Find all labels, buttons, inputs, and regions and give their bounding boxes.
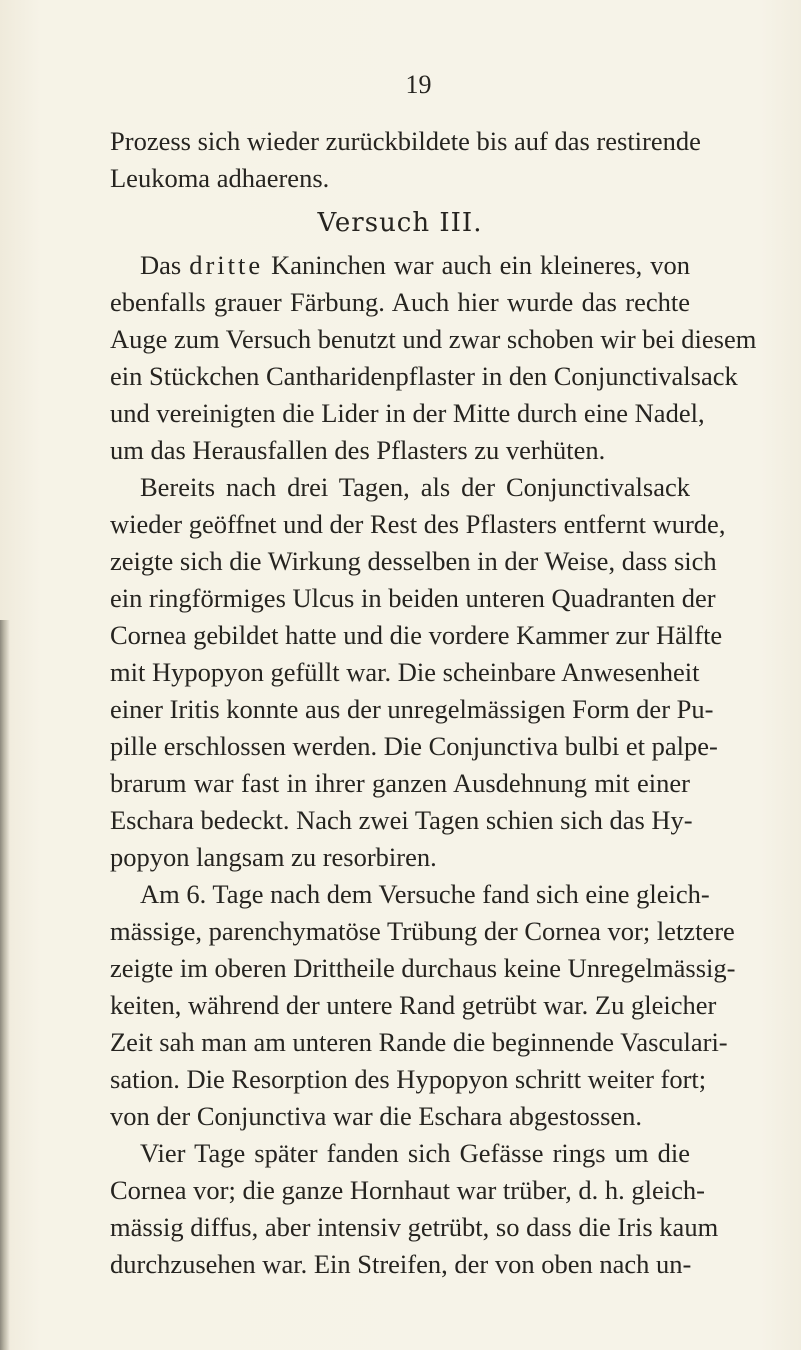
binding-edge-shadow bbox=[0, 620, 10, 1350]
text-line: sation. Die Resorption des Hypopyon schritt weiter fort; bbox=[110, 1064, 707, 1094]
text-line: Cornea vor; die ganze Hornhaut war trüber, d. h. gleich- bbox=[110, 1175, 705, 1205]
text-line: von der Conjunctiva war die Eschara abgestossen. bbox=[110, 1101, 643, 1131]
text-line bbox=[110, 247, 690, 284]
text-line: Auge zum Versuch benutzt und zwar schoben wir bei diesem bbox=[110, 324, 757, 354]
text-line: keiten, während der untere Rand getrübt war. Zu gleicher bbox=[110, 990, 717, 1020]
text-line: Prozess sich wieder zurückbildete bis auf das restirende bbox=[110, 126, 701, 156]
text-line: ein Stückchen Cantharidenpflaster in den Conjunctivalsack bbox=[110, 361, 738, 391]
page-body bbox=[110, 123, 757, 1283]
text-line: ebenfalls grauer Färbung. Auch hier wurde das rechte bbox=[110, 287, 690, 317]
paragraph bbox=[110, 469, 726, 876]
text-line: wieder geöffnet und der Rest des Pflasters entfernt wurde, bbox=[110, 509, 726, 539]
paragraph bbox=[110, 1135, 719, 1283]
text-span: Kaninchen war auch ein kleineres, von bbox=[263, 250, 690, 280]
paragraph-continued bbox=[110, 123, 701, 197]
text-line: Leukoma adhaerens. bbox=[110, 163, 330, 193]
text-line: und vereinigten die Lider in der Mitte durch eine Nadel, bbox=[110, 398, 705, 428]
page-number: 19 bbox=[405, 70, 432, 99]
text-span: Das bbox=[140, 250, 190, 280]
emphasized-word: dritte bbox=[189, 250, 264, 280]
paragraph bbox=[110, 876, 736, 1135]
text-line: Cornea gebildet hatte und die vordere Kammer zur Hälfte bbox=[110, 620, 723, 650]
text-line: durchzusehen war. Ein Streifen, der von oben nach un- bbox=[110, 1249, 692, 1279]
text-line: einer Iritis konnte aus der unregelmässigen Form der Pu- bbox=[110, 694, 714, 724]
text-line: um das Herausfallen des Pflasters zu verhüten. bbox=[110, 435, 606, 465]
text-line: mässig diffus, aber intensiv getrübt, so dass die Iris kaum bbox=[110, 1212, 719, 1242]
text-line: pille erschlossen werden. Die Conjunctiva bulbi et palpe- bbox=[110, 731, 718, 761]
section-heading: Versuch III. bbox=[317, 208, 483, 238]
text-line: Bereits nach drei Tagen, als der Conjunctivalsack bbox=[140, 472, 690, 502]
text-line: Eschara bedeckt. Nach zwei Tagen schien sich das Hy- bbox=[110, 805, 693, 835]
text-line: popyon langsam zu resorbiren. bbox=[110, 842, 437, 872]
text-line: Am 6. Tage nach dem Versuche fand sich eine gleich- bbox=[140, 879, 710, 909]
text-line: ein ringförmiges Ulcus in beiden unteren Quadranten der bbox=[110, 583, 716, 613]
text-line: mit Hypopyon gefüllt war. Die scheinbare Anwesenheit bbox=[110, 657, 700, 687]
paragraph bbox=[110, 247, 757, 469]
text-line: zeigte sich die Wirkung desselben in der Weise, dass sich bbox=[110, 546, 717, 576]
text-line: zeigte im oberen Drittheile durchaus keine Unregelmässig- bbox=[110, 953, 736, 983]
text-line: brarum war fast in ihrer ganzen Ausdehnung mit einer bbox=[110, 768, 690, 798]
text-line: Zeit sah man am unteren Rande die beginnende Vasculari- bbox=[110, 1027, 728, 1057]
text-line: mässige, parenchymatöse Trübung der Cornea vor; letztere bbox=[110, 916, 735, 946]
text-line: Vier Tage später fanden sich Gefässe rings um die bbox=[140, 1138, 690, 1168]
